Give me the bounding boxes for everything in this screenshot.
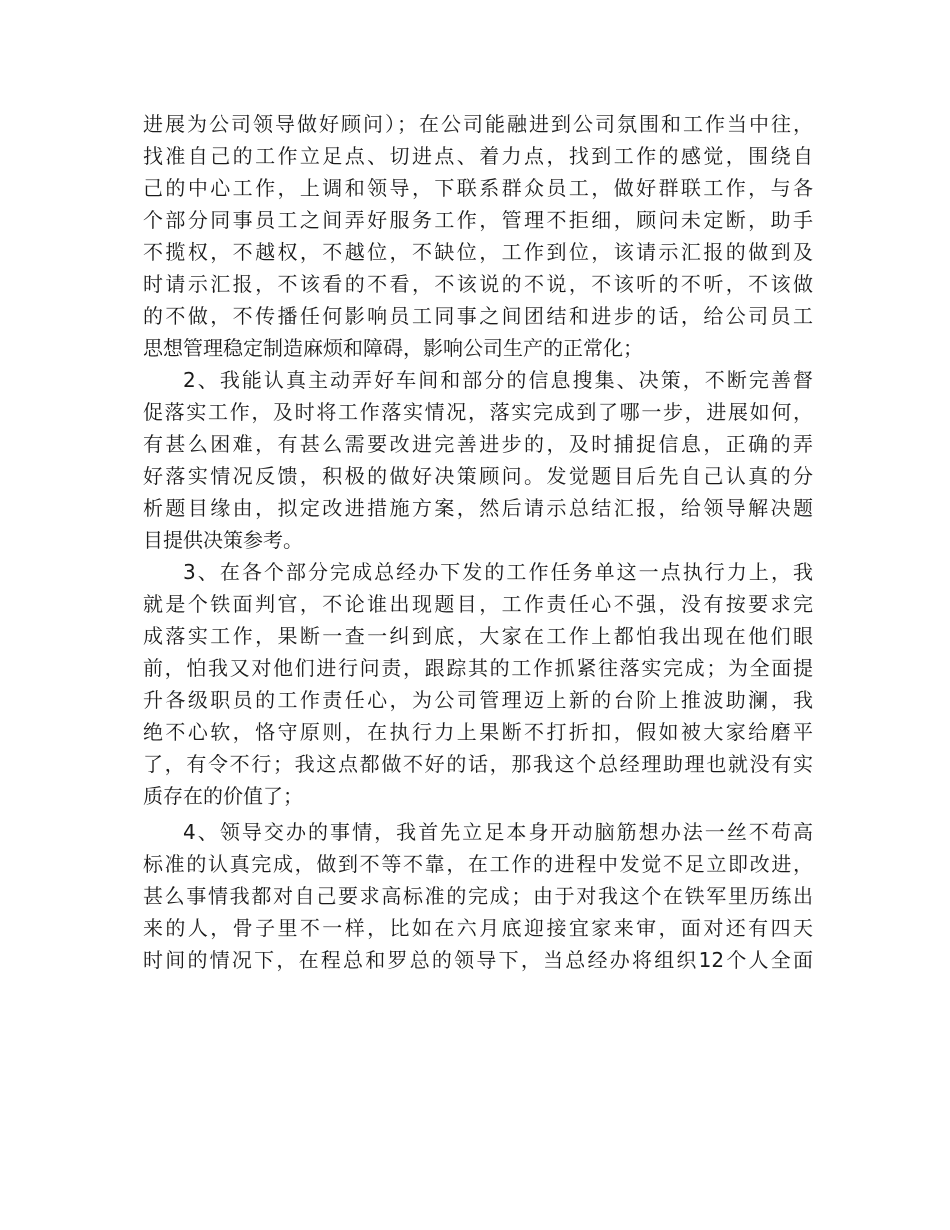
document-body bbox=[143, 108, 813, 976]
text-line: 时间的情况下，在程总和罗总的领导下，当总经办将组织12个人全面 bbox=[143, 948, 813, 972]
text-line: 找准自己的工作立足点、切进点、着力点，找到工作的感觉，围绕自 bbox=[143, 144, 813, 168]
paragraph-3 bbox=[143, 556, 813, 812]
text-line: 标准的认真完成，做到不等不靠，在工作的进程中发觉不足立即改进， bbox=[143, 852, 813, 876]
text-line: 的不做，不传播任何影响员工同事之间团结和进步的话，给公司员工 bbox=[143, 304, 813, 328]
text-line: 思想管理稳定制造麻烦和障碍，影响公司生产的正常化； bbox=[143, 336, 643, 360]
text-line: 升各级职员的工作责任心，为公司管理迈上新的台阶上推波助澜，我 bbox=[143, 688, 813, 712]
text-line: 4、领导交办的事情，我首先立足本身开动脑筋想办法一丝不苟高 bbox=[183, 820, 813, 844]
text-line: 个部分同事员工之间弄好服务工作，管理不拒细，顾问未定断，助手 bbox=[143, 208, 813, 232]
text-line: 前，怕我又对他们进行问责，跟踪其的工作抓紧往落实完成；为全面提 bbox=[143, 656, 813, 680]
text-line: 3、在各个部分完成总经办下发的工作任务单这一点执行力上，我 bbox=[183, 560, 813, 584]
text-line: 时请示汇报，不该看的不看，不该说的不说，不该听的不听，不该做 bbox=[143, 272, 813, 296]
paragraph-1 bbox=[143, 108, 813, 364]
text-line: 有甚么困难，有甚么需要改进完善进步的，及时捕捉信息，正确的弄 bbox=[143, 432, 813, 456]
paragraph-4 bbox=[143, 816, 813, 976]
paragraph-2 bbox=[143, 364, 813, 556]
text-line: 不揽权，不越权，不越位，不缺位，工作到位，该请示汇报的做到及 bbox=[143, 240, 813, 264]
text-line: 来的人，骨子里不一样，比如在六月底迎接宜家来审，面对还有四天 bbox=[143, 916, 813, 940]
text-line: 甚么事情我都对自己要求高标准的完成；由于对我这个在铁军里历练出 bbox=[143, 884, 813, 908]
text-line: 就是个铁面判官，不论谁出现题目，工作责任心不强，没有按要求完 bbox=[143, 592, 813, 616]
text-line: 成落实工作，果断一查一纠到底，大家在工作上都怕我出现在他们眼 bbox=[143, 624, 813, 648]
text-line: 了，有令不行；我这点都做不好的话，那我这个总经理助理也就没有实 bbox=[143, 752, 813, 776]
text-line: 目提供决策参考。 bbox=[143, 528, 303, 552]
text-line: 绝不心软，恪守原则，在执行力上果断不打折扣，假如被大家给磨平 bbox=[143, 720, 813, 744]
text-line: 进展为公司领导做好顾问）；在公司能融进到公司氛围和工作当中往， bbox=[143, 112, 813, 136]
text-line: 质存在的价值了； bbox=[143, 784, 303, 808]
text-line: 促落实工作，及时将工作落实情况，落实完成到了哪一步，进展如何， bbox=[143, 400, 813, 424]
text-line: 己的中心工作，上调和领导，下联系群众员工，做好群联工作，与各 bbox=[143, 176, 813, 200]
text-line: 2、我能认真主动弄好车间和部分的信息搜集、决策，不断完善督 bbox=[183, 368, 813, 392]
text-line: 好落实情况反馈，积极的做好决策顾问。发觉题目后先自己认真的分 bbox=[143, 464, 813, 488]
text-line: 析题目缘由，拟定改进措施方案，然后请示总结汇报，给领导解决题 bbox=[143, 496, 813, 520]
